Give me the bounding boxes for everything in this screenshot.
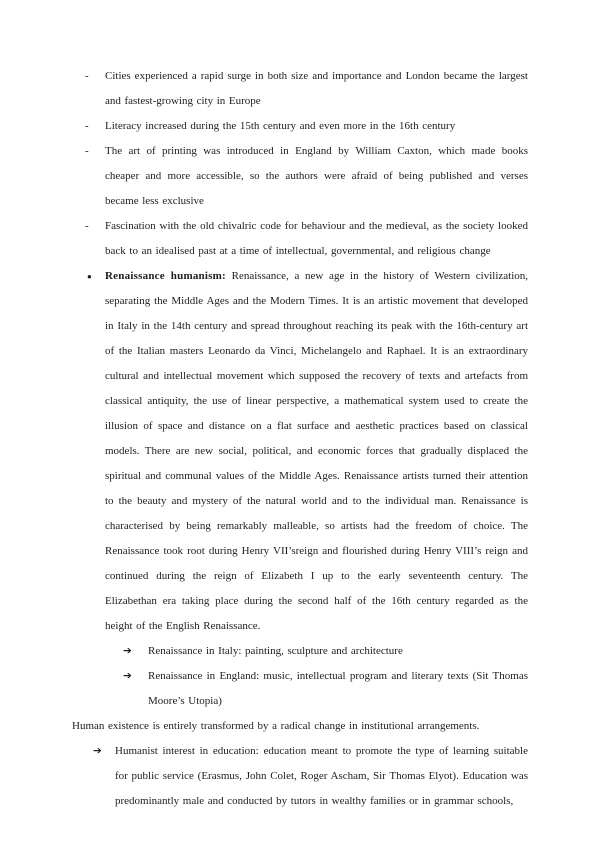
list-item-cities [72, 64, 528, 114]
sub-item-humanist-education [72, 739, 528, 814]
list-item-text: Cities experienced a rapid surge in both size and importance and London became the largest and fastest-growing city in Europe [105, 70, 528, 107]
list-item-text: Humanist interest in education: education meant to promote the type of learning suitable for public service (Erasmus, John Colet, Roger Ascham, Sir Thomas Elyot). Education was predominantly male and conducted by tutors in wealthy families or in grammar schools, [115, 745, 528, 807]
list-item-text: The art of printing was introduced in England by William Caxton, which made books cheaper and more accessible, so the authors were afraid of being published and verses became less exclusive [105, 145, 528, 207]
arrow-bullet-icon: ➔ [123, 645, 132, 657]
arrow-bullet-icon: ➔ [123, 670, 132, 682]
list-item-renaissance-humanism [72, 264, 528, 639]
list-item-printing [72, 139, 528, 214]
arrow-bullet-icon: ➔ [93, 745, 102, 757]
list-item-bold-lead: Renaissance humanism: [105, 270, 226, 282]
dash-bullet-icon: - [85, 70, 89, 82]
sub-item-renaissance-england [72, 664, 528, 714]
dash-bullet-icon: - [85, 120, 89, 132]
list-item-chivalric-code [72, 214, 528, 264]
list-item-text: Renaissance in Italy: painting, sculpture and architecture [148, 645, 403, 657]
sub-item-renaissance-italy [72, 639, 528, 664]
list-item-text: Fascination with the old chivalric code for behaviour and the medieval, as the society looked back to an idealised past at a time of intellectual, governmental, and religious change [105, 220, 528, 257]
paragraph-human-existence: Human existence is entirely transformed by a radical change in institutional arrangements. [72, 720, 480, 732]
list-item-text: Renaissance, a new age in the history of Western civilization, separating the Middle Ages and the Modern Times. It is an artistic movement that developed in Italy in the 14th century and spread throughout reaching its peak with the 16th-century art of the Italian masters Leonardo da Vinci, Michelangelo and Raphael. It is an extraordinary cultural and intellectual movement which supposed the recovery of texts and artefacts from classical antiquity, the use of linear perspective, a mathematical system used to create the illusion of space and distance on a flat surface and aesthetic practices based on classical models. There are new social, political, and economic forces that gradually displaced the spiritual and communal values of the Middle Ages. Renaissance artists turned their attention to the beauty and mystery of the natural world and to the individual man. Renaissance is characterised by being remarkably malleable, so artists had the freedom of choice. The Renaissance took root during Henry VII’sreign and flourished during Henry VIII’s reign and continued during the reign of Elizabeth I up to the early seventeenth century. The Elizabethan era taking place during the second half of the 16th century regarded as the height of the English Renaissance. [105, 270, 529, 632]
list-item-text: Literacy increased during the 15th century and even more in the 16th century [105, 120, 456, 132]
round-bullet-icon: ● [87, 272, 92, 281]
dash-bullet-icon: - [85, 220, 89, 232]
dash-bullet-icon: - [85, 145, 89, 157]
list-item-literacy [72, 114, 528, 139]
list-item-text: Renaissance in England: music, intellectual program and literary texts (Sit Thomas Moore’s Utopia) [148, 670, 528, 707]
